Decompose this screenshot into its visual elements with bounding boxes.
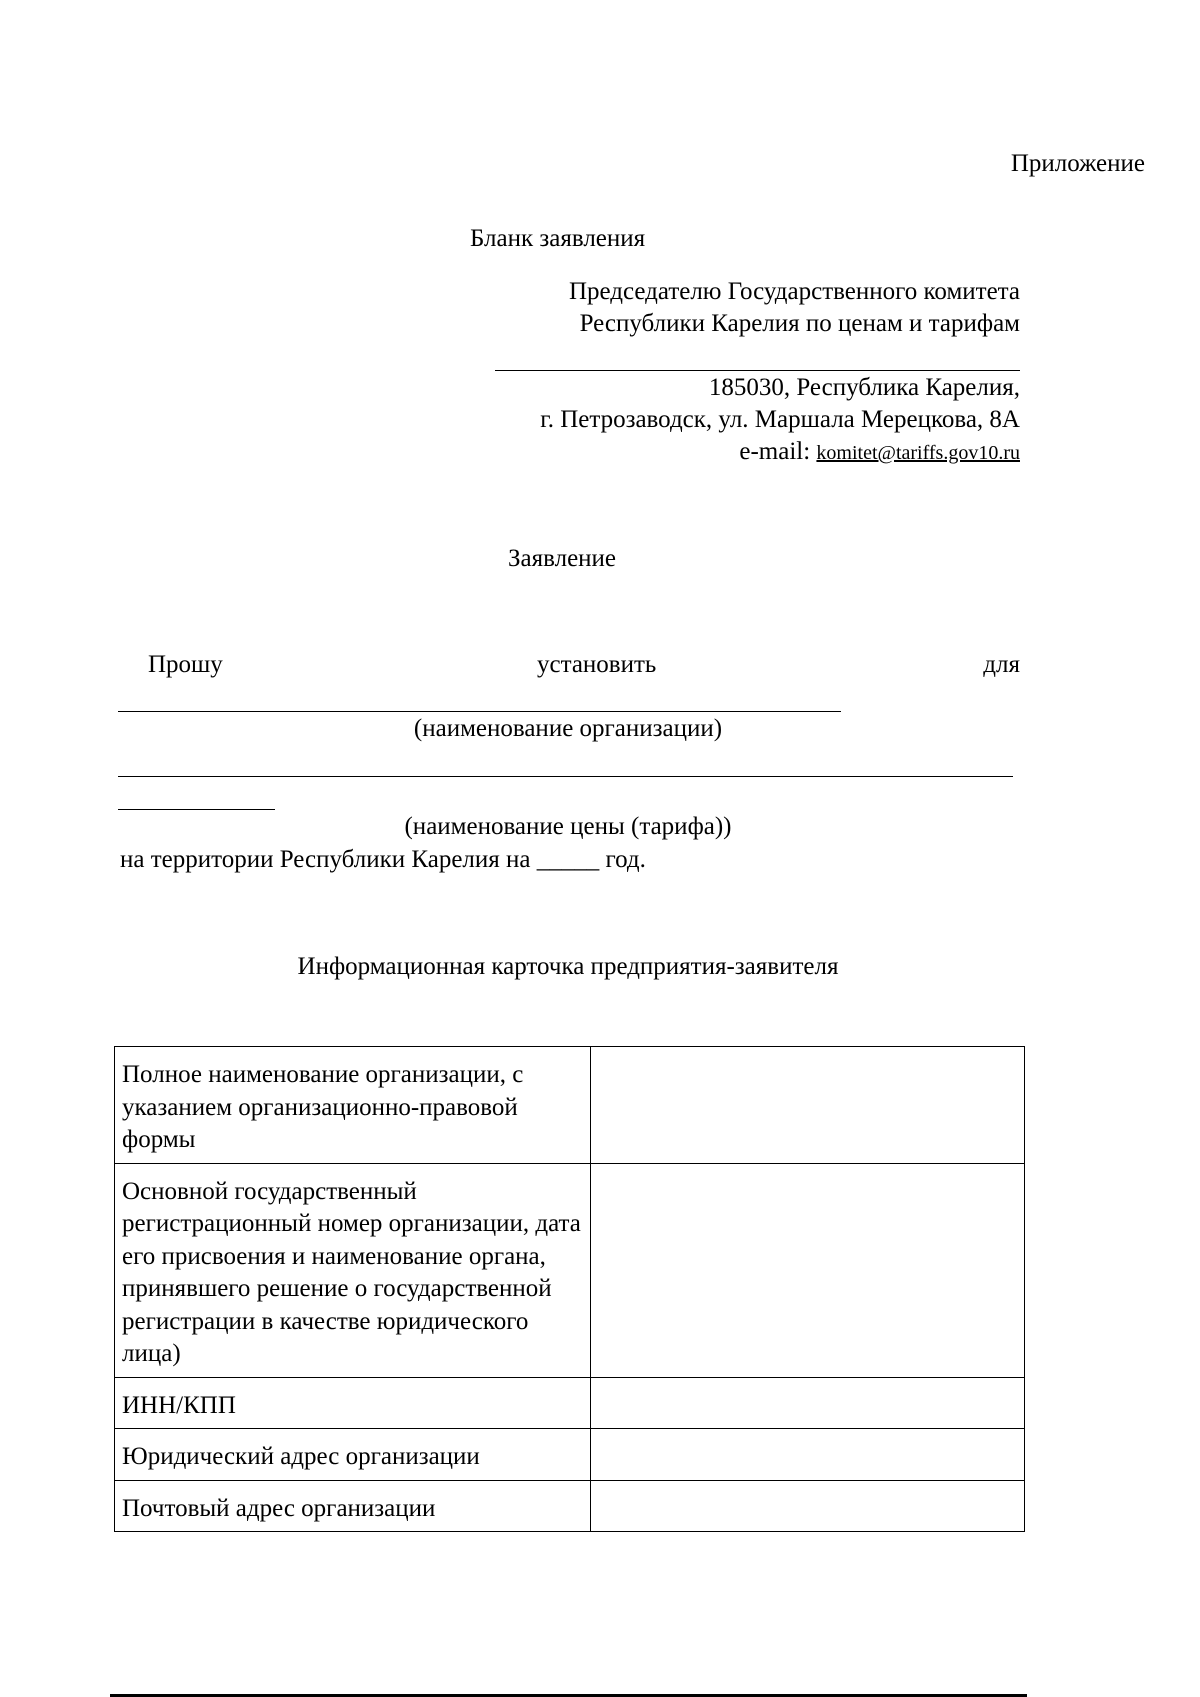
price-name-blank-2 bbox=[118, 809, 275, 810]
postal-line-1: 185030, Республика Карелия, bbox=[708, 374, 1020, 401]
request-word-2: установить bbox=[537, 651, 657, 678]
price-caption: (наименование цены (тарифа)) bbox=[404, 813, 732, 840]
info-card-table bbox=[114, 1046, 1025, 1532]
card-title: Информационная карточка предприятия-заявителя bbox=[297, 953, 839, 980]
row-label: Полное наименование организации, с указанием организационно-правовой формы bbox=[115, 1047, 591, 1164]
row-value-cell[interactable] bbox=[591, 1047, 1025, 1164]
request-word-1: Прошу bbox=[148, 651, 223, 678]
row-value-cell[interactable] bbox=[591, 1163, 1025, 1377]
postal-line-2: г. Петрозаводск, ул. Маршала Мерецкова, 8А bbox=[540, 406, 1020, 433]
appendix-label: Приложение bbox=[1010, 150, 1145, 177]
row-label: Почтовый адрес организации bbox=[115, 1480, 591, 1532]
table-row bbox=[115, 1163, 1025, 1377]
email-line bbox=[420, 437, 1020, 468]
form-title: Бланк заявления bbox=[470, 225, 646, 252]
row-value-cell[interactable] bbox=[591, 1377, 1025, 1429]
table-row bbox=[115, 1377, 1025, 1429]
table-row bbox=[115, 1480, 1025, 1532]
email-link[interactable]: komitet@tariffs.gov10.ru bbox=[816, 442, 1020, 464]
row-value-cell[interactable] bbox=[591, 1429, 1025, 1481]
table-row bbox=[115, 1429, 1025, 1481]
request-word-3: для bbox=[983, 651, 1020, 678]
email-label: e-mail: bbox=[739, 438, 817, 465]
row-label: Основной государственный регистрационный номер организации, дата его присвоения и наименование органа, принявшего решение о государственной регистрации в качестве юридического лица) bbox=[115, 1163, 591, 1377]
row-value-cell[interactable] bbox=[591, 1480, 1025, 1532]
addressee-line-1: Председателю Государственного комитета bbox=[568, 278, 1020, 305]
row-label: Юридический адрес организации bbox=[115, 1429, 591, 1481]
row-label: ИНН/КПП bbox=[115, 1377, 591, 1429]
statement-title: Заявление bbox=[508, 545, 617, 572]
addressee-name-blank bbox=[495, 370, 1020, 371]
table-row bbox=[115, 1047, 1025, 1164]
organization-caption: (наименование организации) bbox=[413, 715, 723, 742]
addressee-line-2: Республики Карелия по ценам и тарифам bbox=[579, 310, 1020, 337]
price-name-blank-1 bbox=[118, 776, 1013, 777]
organization-name-blank bbox=[118, 711, 841, 712]
territory-line: на территории Республики Карелия на _____ год. bbox=[120, 846, 646, 873]
